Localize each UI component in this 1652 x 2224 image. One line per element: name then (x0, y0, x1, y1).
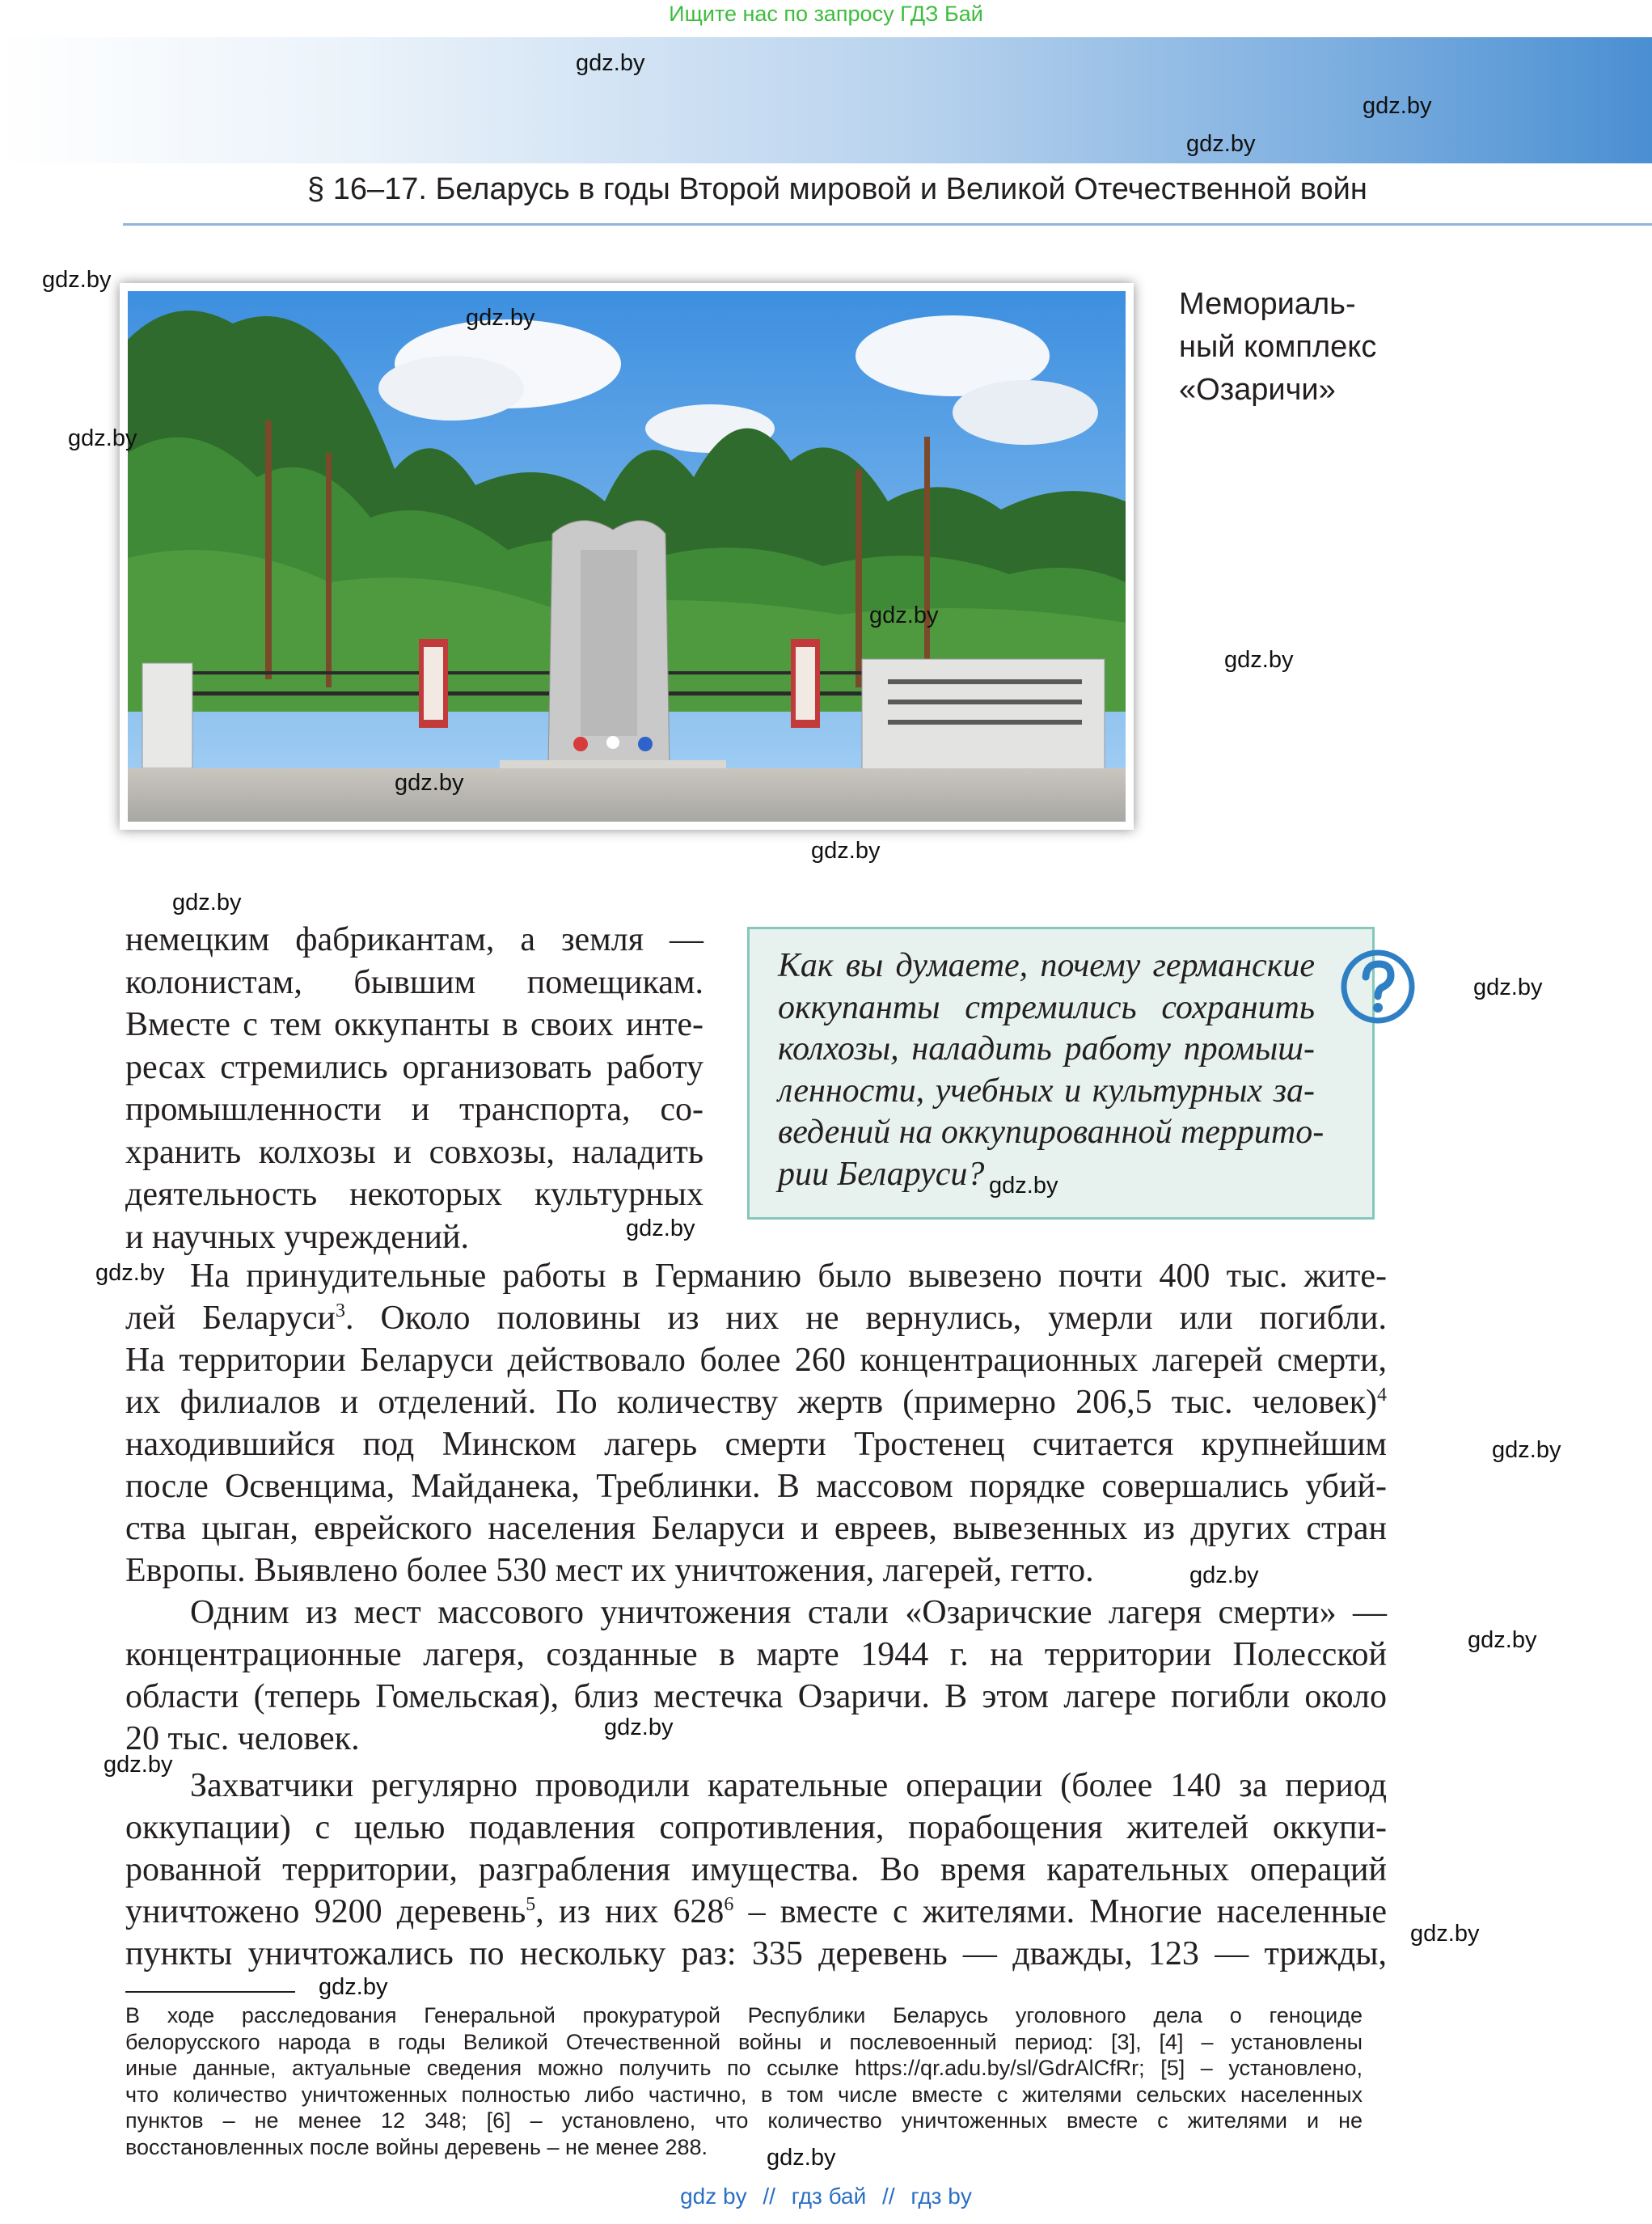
bottom-link-separator: // (882, 2184, 895, 2209)
text-line (125, 1381, 1387, 1423)
text-line (125, 1891, 1387, 1933)
text-line: деятельность некоторых культурных (125, 1176, 703, 1213)
footnote-ref: 3 (336, 1300, 345, 1321)
text-line: На территории Беларуси действовало более 260 концентрационных лагерей смерти, (125, 1342, 1387, 1379)
question-mark-icon (1339, 948, 1417, 1030)
watermark: gdz.by (1492, 1437, 1561, 1463)
caption-line: «Озаричи» (1179, 373, 1336, 407)
text-line: оккупации) с целью подавления сопротивления, порабощения жителей оккупи- (125, 1809, 1387, 1846)
text-line: ресах стремились организовать работу (125, 1048, 703, 1086)
watermark: gdz.by (42, 267, 112, 293)
caption-line: ный комплекс (1179, 330, 1377, 364)
footnote-ref: 6 (724, 1894, 734, 1915)
text-fragment: уничтожено 9200 деревень (125, 1893, 526, 1930)
footnote-line: восстановленных после войны деревень – не менее 288. (125, 2134, 708, 2159)
text-fragment: . Около половины из них не вернулись, умерли или погибли. (345, 1300, 1387, 1337)
question-line: Как вы думаете, почему германские (778, 947, 1315, 984)
watermark: gdz.by (95, 1260, 165, 1286)
text-line: Вместе с тем оккупанты в своих инте- (125, 1006, 703, 1043)
text-line: и научных учреждений. (125, 1218, 470, 1256)
text-line: немецким фабрикантам, а земля — (125, 921, 703, 958)
text-line: На принудительные работы в Германию было вывезено почти 400 тыс. жите- (190, 1258, 1387, 1295)
chapter-title: § 16–17. Беларусь в годы Второй мировой и Великой Отечественной войн (307, 172, 1367, 206)
question-line: ленности, учебных и культурных за- (778, 1072, 1315, 1110)
paragraph-1 (125, 1255, 1387, 1592)
text-line: хранить колхозы и совхозы, наладить (125, 1133, 703, 1171)
memorial-photo (120, 283, 1134, 830)
watermark: gdz.by (869, 603, 939, 628)
watermark: gdz.by (989, 1173, 1058, 1199)
header-rule (123, 223, 1652, 226)
footnote-line: иные данные, актуальные сведения можно получить по ссылке https://qr.adu.by/sl/GdrAlCfRr; [5] – установлено, (125, 2056, 1363, 2080)
watermark: gdz.by (576, 50, 645, 76)
photo-caption (1179, 283, 1422, 412)
text-line (125, 1297, 1387, 1339)
watermark: gdz.by (104, 1752, 173, 1778)
text-line: находившийся под Минском лагерь смерти Тростенец считается крупнейшим (125, 1426, 1387, 1463)
top-search-link[interactable]: Ищите нас по запросу ГДЗ Бай (669, 2, 983, 26)
memorial-photo-illustration (128, 291, 1126, 822)
text-fragment: – вместе с жителями. Многие населенные (733, 1893, 1387, 1930)
watermark: gdz.by (1186, 131, 1256, 157)
footnote-ref: 5 (526, 1894, 536, 1915)
watermark: gdz.by (68, 425, 137, 451)
watermark: gdz.by (626, 1216, 695, 1241)
caption-line: Мемориаль- (1179, 287, 1356, 321)
text-line: колонистам, бывшим помещикам. (125, 963, 703, 1001)
footnote-line: белорусского народа в годы Великой Отечественной войны и послевоенный период: [3], [4] – установлены (125, 2029, 1363, 2054)
text-fragment: лей Беларуси (125, 1300, 336, 1337)
question-line: рии Беларуси? (778, 1155, 985, 1193)
text-fragment: , из них 628 (535, 1893, 725, 1930)
text-line: Европы. Выявлено более 530 мест их уничтожения, лагерей, гетто. (125, 1552, 1094, 1589)
footnote-line: В ходе расследования Генеральной прокуратурой Республики Беларусь уголовного дела о геноциде (125, 2003, 1363, 2027)
paragraph-2 (125, 1592, 1387, 1760)
watermark: gdz.by (1468, 1627, 1537, 1653)
watermark: gdz.by (1410, 1921, 1480, 1947)
bottom-links (0, 2184, 1652, 2209)
watermark: gdz.by (172, 890, 242, 915)
text-line: Одним из мест массового уничтожения стали «Озаричские лагеря смерти» — (190, 1594, 1387, 1631)
footnote (125, 2002, 1363, 2160)
footnote-line: что количество уничтоженных полностью либо частично, в том числе вместе с жителями сельских населенных (125, 2082, 1363, 2107)
watermark: gdz.by (604, 1715, 674, 1740)
text-line: 20 тыс. человек. (125, 1720, 360, 1757)
text-line: после Освенцима, Майданека, Треблинки. В массовом порядке совершались убий- (125, 1468, 1387, 1505)
text-line: рованной территории, разграбления имущества. Во время карательных операций (125, 1851, 1387, 1888)
text-fragment: их филиалов и отделений. По количеству жертв (примерно 206,5 тыс. человек) (125, 1384, 1377, 1421)
footnote-ref: 4 (1377, 1385, 1387, 1406)
question-text (778, 945, 1325, 1195)
watermark: gdz.by (1189, 1562, 1259, 1588)
watermark: gdz.by (319, 1974, 388, 2000)
question-line: ведений на оккупированной террито- (778, 1114, 1325, 1151)
watermark: gdz.by (1473, 975, 1543, 1000)
watermark: gdz.by (466, 305, 535, 331)
text-line: ства цыган, еврейского населения Беларуси и евреев, вывезенных из других стран (125, 1510, 1387, 1547)
left-column-text (125, 919, 703, 1258)
footnote-line: пунктов – не менее 12 348; [6] – установлено, что количество уничтоженных вместе с жителями и не (125, 2108, 1363, 2133)
text-line: Захватчики регулярно проводили карательные операции (более 140 за период (190, 1767, 1387, 1804)
watermark: gdz.by (1224, 647, 1294, 673)
bottom-link-separator: // (763, 2184, 775, 2209)
question-line: колхозы, наладить работу промыш- (778, 1030, 1315, 1068)
text-line: промышленности и транспорта, со- (125, 1091, 703, 1128)
watermark: gdz.by (767, 2145, 836, 2171)
bottom-link-gdz-by-ru[interactable]: гдз by (911, 2184, 972, 2209)
bottom-link-gdz-by[interactable]: gdz by (680, 2184, 747, 2209)
watermark: gdz.by (395, 770, 464, 796)
paragraph-3 (125, 1765, 1387, 1975)
text-line: пункты уничтожались по нескольку раз: 335 деревень — дважды, 123 — трижды, (125, 1935, 1387, 1972)
bottom-link-gdz-bai[interactable]: гдз бай (791, 2184, 867, 2209)
question-line: оккупанты стремились сохранить (778, 988, 1315, 1026)
watermark: gdz.by (811, 838, 881, 864)
footnote-rule (125, 1991, 295, 1993)
text-line: области (теперь Гомельская), близ местечка Озаричи. В этом лагере погибли около (125, 1678, 1387, 1715)
watermark: gdz.by (1363, 93, 1432, 119)
text-line: концентрационные лагеря, созданные в марте 1944 г. на территории Полесской (125, 1636, 1387, 1673)
